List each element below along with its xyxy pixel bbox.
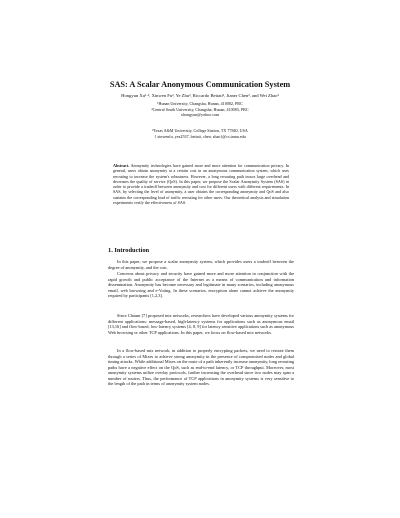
paragraph-text: Concerns about privacy and security have gained more and more attention in conjunction with the rapid growth and public acceptance of the Internet as a means of communication and information dissemination. Anonymity has become necessary and legitimate in many scenarios, including anonymous email, web browsing and e-Voting. In these scenarios, encryption alone cannot achieve the anonymity required by participants [1,2,3].: [108, 271, 294, 299]
abstract-label: Abstract.: [113, 163, 130, 168]
author-email-1: xhongyun@yahoo.com: [180, 112, 220, 117]
paragraph-text: In a flow-based mix network, in addition to properly encrypting packets, we need to reroute them through a series of Mixes to achieve strong anonymity in the presence of compromised nodes and global timing attacks. While additional Mixes on the route of a path inherently increase anonymity, long rerouting paths have a negative effect on the QoS, such as end-to-end latency, or TCP throughput. Moreover, most anonymity systems utilize overlay protocols, further increasing the overhead since two nodes may span a number of routers. Thus, the performance of TCP applications in anonymity systems is very sensitive to the length of the path in terms of anonymity system nodes.: [108, 348, 295, 387]
intro-paragraph-3: [108, 313, 294, 335]
author-list: Hongyun Xu¹·², Xinwen Fu³, Ye Zhu³, Riccardo Bettati³, Jianer Chen³, and Wei Zhao³: [121, 93, 279, 98]
affiliation-1: ¹Hunan University, Changsha, Hunan, 410082, PRC: [157, 101, 243, 106]
intro-paragraph-2: [108, 271, 294, 299]
section-heading: 1. Introduction: [108, 247, 150, 254]
abstract-text: Anonymity technologies have gained more and more attention for communication privacy. In general, users obtain anonymity at a certain cost in an anonymous communication system, which uses rerouting to increase the system's robustness. However, a long rerouting path incurs large overhead and decreases the quality of service (QoS). In this paper, we propose the Scalar Anonymity System (SAS) in order to provide a tradeoff between anonymity and cost for different users with different requirements. In SAS, by selecting the level of anonymity, a user obtains the corresponding anonymity and QoS and also sustains the corresponding load of traffic rerouting for other users. Our theoretical analysis and simulation experiments verify the effectiveness of SAS.: [113, 163, 289, 206]
paragraph-text: Since Chaum [7] proposed mix networks, researchers have developed various anonymity systems for different applications: message-based, high-latency systems for applications such as anonymous email [13,16] and flow-based, low-latency systems [4, 8, 9] for latency sensitive applications such as anonymous Web browsing or other TCP applications. In this paper, we focus on flow-based mix networks.: [108, 313, 294, 335]
affiliation-2: ²Central South University, Changsha, Hunan, 410083, PRC: [151, 106, 249, 112]
paper-title: SAS: A Scalar Anonymous Communication System: [109, 80, 291, 89]
paragraph-text: In this paper, we propose a scalar anonymity system, which provides users a tradeoff between the degree of anonymity, and the cost.: [108, 259, 294, 270]
affiliation-3: ³Texas A&M University, College Station, TX 77840, USA: [152, 128, 248, 133]
abstract: [113, 163, 289, 205]
intro-paragraph-4: [108, 348, 294, 387]
intro-paragraph-1: [108, 259, 294, 270]
author-emails-2: { xinwenfu, yez2537, bettati, chen, zhao}@cs.tamu.edu: [154, 134, 246, 139]
